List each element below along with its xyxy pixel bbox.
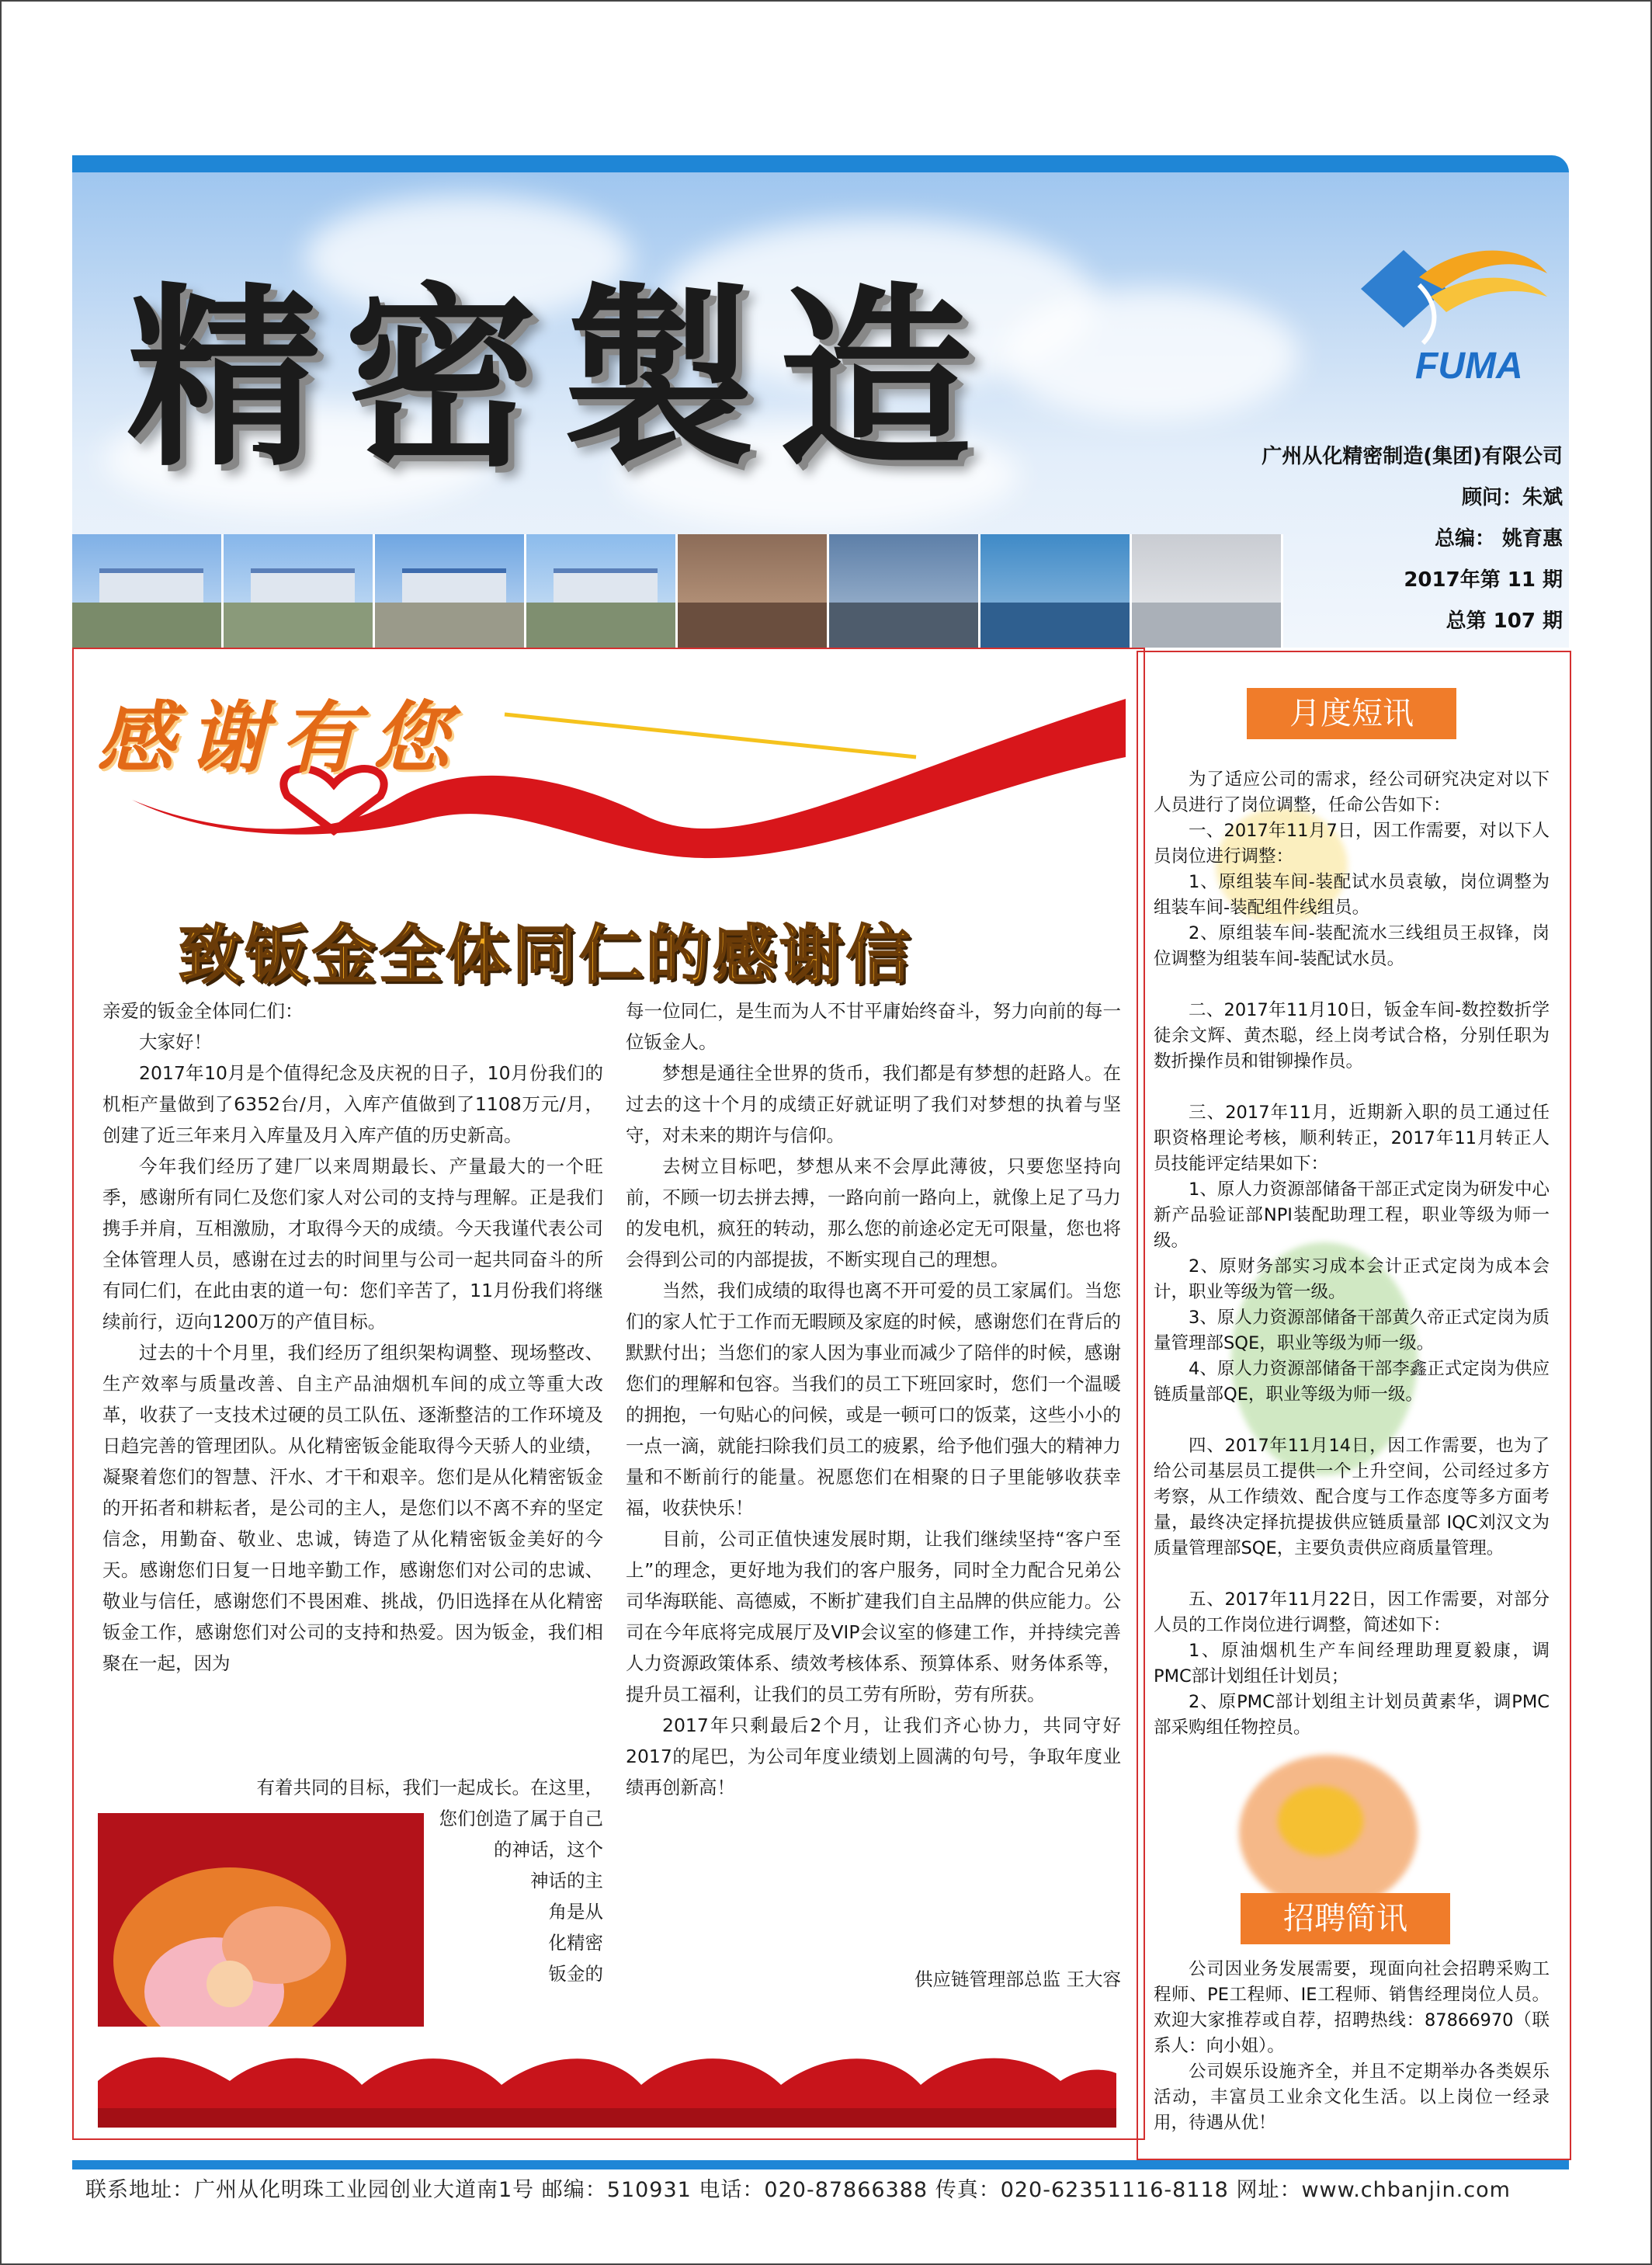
letter-paragraph: 2017年只剩最后2个月，让我们齐心协力，共同守好2017的尾巴，为公司年度业绩划上圆满的句号，争取年度业绩再创新高！ [626,1714,1121,1798]
news-paragraph: 2、原PMC部计划组主计划员黄素华，调PMC部采购组任物控员。 [1154,1692,1550,1738]
footer-bar [72,2160,1569,2169]
cloud-pattern-border-icon [98,2027,1116,2128]
letter-paragraph: 目前，公司正值快速发展时期，让我们继续坚持“客户至上”的理念，更好地为我们的客户服务，同时全力配合兄弟公司华海联能、高德威，不断扩建我们自主品牌的供应能力。公司在今年底将完成展厅及VIP会议室的修建工作，并持续完善人力资源政策体系、绩效考核体系、预算体系、财务体系等，提升员工福利，让我们的员工劳有所盼，劳有所获。 [626,1528,1121,1705]
chief-editor: 总编： 姚育惠 [1434,527,1563,551]
letter-column-middle [626,995,1121,1803]
news-paragraph: 3、原人力资源部储备干部黄久帝正式定岗为质量管理部SQE，职业等级为师一级。 [1154,1308,1550,1353]
news-paragraph: 公司娱乐设施齐全，并且不定期举办各类娱乐活动，丰富员工业余文化生活。以上岗位一经录用，待遇从优！ [1154,2062,1550,2133]
letter-paragraph: 去树立目标吧，梦想从来不会厚此薄彼，只要您坚持向前，不顾一切去拼去搏，一路向前一路向上，就像上足了马力的发电机，疯狂的转动，那么您的前途必定无可限量，您也将会得到公司的内部提拔，不断实现自己的理想。 [626,1155,1121,1270]
workshop-icon [829,534,980,648]
letter-tail-line: 您们创造了属于自己 [439,1808,603,1829]
letter-paragraph: 大家好！ [139,1031,212,1053]
factory-exterior-icon [224,534,375,648]
masthead-title: 精密製造 [127,264,996,492]
letter-tail-line: 有着共同的目标，我们一起成长。在这里， [256,1777,603,1798]
letter-paragraph: 当然，我们成绩的取得也离不开可爱的员工家属们。当您们的家人忙于工作而无暇顾及家庭的时候，感谢您们在背后的默默付出；当您们的家人因为事业而减少了陪伴的时候，感谢您们的理解和包容。当我们的员工下班回家时，您们一个温暖的拥抱，一句贴心的问候，或是一顿可口的饭菜，这些小小的一点一滴，就能扫除我们员工的疲累，给予他们强大的精神力量和不断前行的能量。祝愿您们在相聚的日子里能够收获幸福，收获快乐！ [626,1280,1121,1519]
news-paragraph: 4、原人力资源部储备干部李鑫正式定岗为供应链质量部QE，职业等级为师一级。 [1154,1359,1550,1405]
factory-exterior-icon [72,534,224,648]
letter-signature: 供应链管理部总监 王大容 [914,1968,1121,1990]
news-paragraph: 二、2017年11月10日，钣金车间-数控数折学徒余文辉、黄杰聪，经上岗考试合格，分别任职为数折操作员和钳铆操作员。 [1154,1000,1550,1072]
letter-paragraph: 梦想是通往全世界的货币，我们都是有梦想的赶路人。在过去的这十个月的成绩正好就证明了我们对梦想的执着与坚守，对未来的期许与信仰。 [626,1062,1121,1146]
news-paragraph: 1、原油烟机生产车间经理助理夏毅康，调PMC部计划组任计划员； [1154,1641,1550,1687]
total-issue-number: 总第 107 期 [1446,610,1563,633]
machine-icon [980,534,1132,648]
monthly-news-body [1154,767,1550,1741]
workshop-icon [678,534,829,648]
flower-decoration-icon [1278,1786,1363,1856]
factory-exterior-icon [375,534,526,648]
factory-exterior-icon [526,534,678,648]
letter-tail-line: 的神话，这个 [494,1839,603,1860]
news-paragraph: 2、原财务部实习成本会计正式定岗为成本会计，职业等级为管一级。 [1154,1256,1550,1302]
header-top-bar [72,155,1569,172]
company-name: 广州从化精密制造(集团)有限公司 [1262,445,1563,468]
advisor: 顾问：朱斌 [1461,486,1563,509]
news-paragraph: 1、原人力资源部储备干部正式定岗为研发中心新产品验证部NPI装配助理工程，职业等级为师一级。 [1154,1179,1550,1251]
news-paragraph: 1、原组装车间-装配试水员袁敏，岗位调整为组装车间-装配组件线组员。 [1154,872,1550,918]
sidebar-news [1137,651,1571,2160]
letter-column-left [102,995,603,1679]
letter-title: 致钣金全体同仁的感谢信 [179,918,914,992]
logo-text: FUMA [1415,346,1523,387]
news-paragraph: 三、2017年11月，近期新入职的员工通过任职资格理论考核，顺利转正，2017年11月转正人员技能评定结果如下： [1154,1103,1550,1174]
photo-strip [72,534,1283,648]
news-paragraph: 公司因业务发展需要，现面向社会招聘采购工程师、PE工程师、IE工程师、销售经理岗位人员。欢迎大家推荐或自荐，招聘热线：87866970（联系人：向小姐）。 [1154,1959,1550,2056]
letter-tail-line: 钣金的 [548,1963,603,1985]
letter-greeting: 亲爱的钣金全体同仁们： [102,1000,304,1022]
product-icon [1132,534,1283,648]
recruit-news-body [1154,1957,1550,2136]
news-paragraph: 为了适应公司的需求，经公司研究决定对以下人员进行了岗位调整，任命公告如下： [1154,769,1550,815]
letter-paragraph: 过去的十个月里，我们经历了组织架构调整、现场整改、生产效率与质量改善、自主产品油烟机车间的成立等重大改革，收获了一支技术过硬的员工队伍、逐渐整洁的工作环境及日趋完善的管理团队。从化精密钣金能取得今天骄人的业绩，凝聚着您们的智慧、汗水、才干和艰辛。您们是从化精密钣金的开拓者和耕耘者，是公司的主人，是您们以不离不弃的坚定信念，用勤奋、敬业、忠诚，铸造了从化精密钣金美好的今天。感谢您们日复一日地辛勤工作，感谢您们对公司的忠诚、敬业与信任，感谢您们不畏困难、挑战，仍旧选择在从化精密钣金工作，感谢您们对公司的支持和热爱。因为钣金，我们相聚在一起，因为 [102,1342,603,1674]
header-banner [72,172,1569,648]
news-paragraph: 一、2017年11月7日，因工作需要，对以下人员岗位进行调整： [1154,821,1550,867]
news-paragraph: 五、2017年11月22日，因工作需要，对部分人员的工作岗位进行调整，简述如下： [1154,1589,1550,1635]
monthly-news-heading: 月度短讯 [1247,688,1456,739]
masthead-meta [1262,436,1563,642]
letter-tail-line: 角是从 [548,1901,603,1923]
issue-number: 2017年第 11 期 [1404,568,1563,592]
letter-paragraph: 每一位同仁，是生而为人不甘平庸始终奋斗，努力向前的每一位钣金人。 [626,1000,1121,1053]
letter-paragraph: 今年我们经历了建厂以来周期最长、产量最大的一个旺季，感谢所有同仁及您们家人对公司的支持与理解。正是我们携手并肩，互相激励，才取得今天的成绩。今天我谨代表公司全体管理人员，感谢在过去的时间里与公司一起共同奋斗的所有同仁们，在此由衷的道一句：您们辛苦了，11月份我们将继续前行，迈向1200万的产值目标。 [102,1155,603,1332]
letter-tail-line: 神话的主 [530,1870,603,1892]
letter-tail [102,1772,603,1989]
recruit-news-heading: 招聘简讯 [1241,1893,1450,1944]
footer-contact: 联系地址：广州从化明珠工业园创业大道南1号 邮编：510931 电话：020-87866388 传真：020-62351116-8118 网址：www.chbanjin.com [85,2178,1511,2202]
news-paragraph: 四、2017年11月14日，因工作需要，也为了给公司基层员工提供一个上升空间，公司经过多方考察，从工作绩效、配合度与工作态度等多方面考量，最终决定择抗提拔供应链质量部 IQC刘汉文为质量管理部SQE，主要负责供应商质量管理。 [1154,1436,1550,1558]
letter-tail-line: 化精密 [548,1932,603,1954]
letter-paragraph: 2017年10月是个值得纪念及庆祝的日子，10月份我们的机柜产量做到了6352台/月，入库产值做到了1108万元/月，创建了近三年来月入库量及月入库产值的历史新高。 [102,1062,603,1146]
thanks-decor-script: 感谢有您 [97,692,463,783]
news-paragraph: 2、原组装车间-装配流水三线组员王叔锋，岗位调整为组装车间-装配试水员。 [1154,923,1550,969]
